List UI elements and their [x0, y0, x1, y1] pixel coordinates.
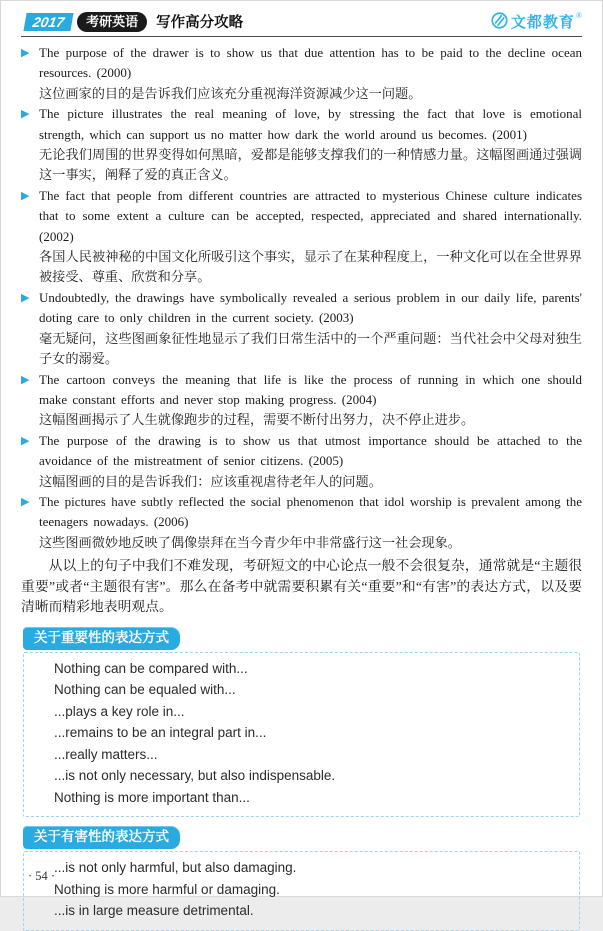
sentence-english: The fact that people from different countries are attracted to mysterious Chinese culture indicates that to some extent a culture can be accepted, respected, appreciated and shared internationally. (2002) [39, 187, 582, 244]
sentence-chinese: 这位画家的目的是告诉我们应该充分重视海洋资源减少这一问题。 [39, 85, 422, 101]
publisher-logo [491, 11, 582, 32]
list-item [21, 370, 582, 431]
triangle-bullet-icon: ▶ [21, 495, 30, 508]
wendu-logo-icon [491, 12, 508, 29]
triangle-bullet-icon: ▶ [21, 189, 30, 202]
triangle-bullet-icon: ▶ [21, 373, 30, 386]
phrase-item: ...is in large measure detrimental. [54, 903, 254, 919]
phrase-item: Nothing can be compared with... [54, 660, 248, 676]
sentence-chinese: 各国人民被神秘的中国文化所吸引这个事实，显示了在某种程度上，一种文化可以在全世界界被接受、尊重、欣赏和分享。 [39, 249, 582, 285]
phrase-box [23, 652, 580, 818]
year-badge: 2017 [23, 13, 73, 31]
sentence-chinese: 无论我们周围的世界变得如何黑暗，爱都是能够支撑我们的一种情感力量。这幅图画通过强调这一事实，阐释了爱的真正含义。 [39, 147, 582, 183]
phrase-item: ...remains to be an integral part in... [54, 725, 267, 741]
sentence-english: The picture illustrates the real meaning of love, by stressing the fact that love is emotional strength, which can support us no matter how dark the world around us becomes. (2001) [39, 106, 582, 142]
registered-mark: ® [575, 11, 582, 20]
list-item [21, 288, 582, 370]
sentence-english: The cartoon conveys the meaning that life is like the process of running in which one should make constant efforts and never stop making progress. (2004) [39, 371, 582, 407]
phrase-box [23, 851, 580, 931]
triangle-bullet-icon: ▶ [21, 108, 30, 121]
list-item [21, 431, 582, 492]
phrase-item: Nothing is more harmful or damaging. [54, 881, 280, 897]
section-title-badge: 关于重要性的表达方式 [23, 627, 180, 650]
summary-paragraph: 从以上的句子中我们不难发现，考研短文的中心论点一般不会很复杂，通常就是“主题很重要”或者“主题很有害”。那么在备考中就需要积累有关“重要”和“有害”的表达方式，以及要清晰而精彩地表明观点。 [21, 558, 582, 615]
series-badge: 考研英语 [77, 12, 147, 32]
list-item [21, 492, 582, 553]
page-number: · 54 · [28, 869, 56, 883]
triangle-bullet-icon: ▶ [21, 47, 30, 59]
triangle-bullet-icon: ▶ [21, 434, 30, 447]
list-item [21, 186, 582, 288]
phrase-section [23, 817, 580, 931]
phrase-item: Nothing is more important than... [54, 789, 250, 805]
sentence-english: The pictures have subtly reflected the social phenomenon that idol worship is prevalent among the teenagers nowadays. (2006) [39, 493, 582, 530]
page-header [1, 1, 602, 32]
list-item [21, 43, 582, 104]
phrase-item: ...really matters... [54, 746, 158, 762]
sentence-chinese: 这些图画微妙地反映了偶像崇拜在当今青少年中非常盛行这一社会现象。 [39, 534, 461, 550]
sentence-english: Undoubtedly, the drawings have symbolically revealed a serious problem in our daily life, parents' doting care to only children in the current society. (2003) [39, 289, 582, 326]
page-title: 写作高分攻略 [156, 15, 244, 31]
phrase-item: ...is not only harmful, but also damaging. [54, 860, 297, 876]
phrase-item: ...is not only necessary, but also indispensable. [54, 768, 336, 784]
section-title-badge: 关于有害性的表达方式 [23, 826, 180, 849]
bullet-list [1, 37, 602, 553]
list-item [21, 104, 582, 186]
triangle-bullet-icon: ▶ [21, 291, 30, 304]
sentence-chinese: 这幅图画揭示了人生就像跑步的过程，需要不断付出努力，决不停止进步。 [39, 412, 475, 428]
sentence-chinese: 毫无疑问，这些图画象征性地显示了我们日常生活中的一个严重问题：当代社会中父母对独生子女的溺爱。 [39, 330, 582, 367]
sentence-english: The purpose of the drawing is to show us that utmost importance should be attached to the avoidance of the mistreatment of senior citizens. (2005) [39, 432, 582, 469]
phrase-section [23, 618, 580, 818]
phrase-item: ...plays a key role in... [54, 703, 185, 719]
sentence-chinese: 这幅图画的目的是告诉我们：应该重视虐待老年人的问题。 [39, 473, 382, 489]
publisher-logo-text: 文都教育 [510, 14, 575, 31]
phrase-item: Nothing can be equaled with... [54, 682, 236, 698]
phrase-sections [1, 618, 602, 931]
sentence-english: The purpose of the drawer is to show us that due attention has to be paid to the decline ocean resources. (2000) [39, 45, 582, 81]
